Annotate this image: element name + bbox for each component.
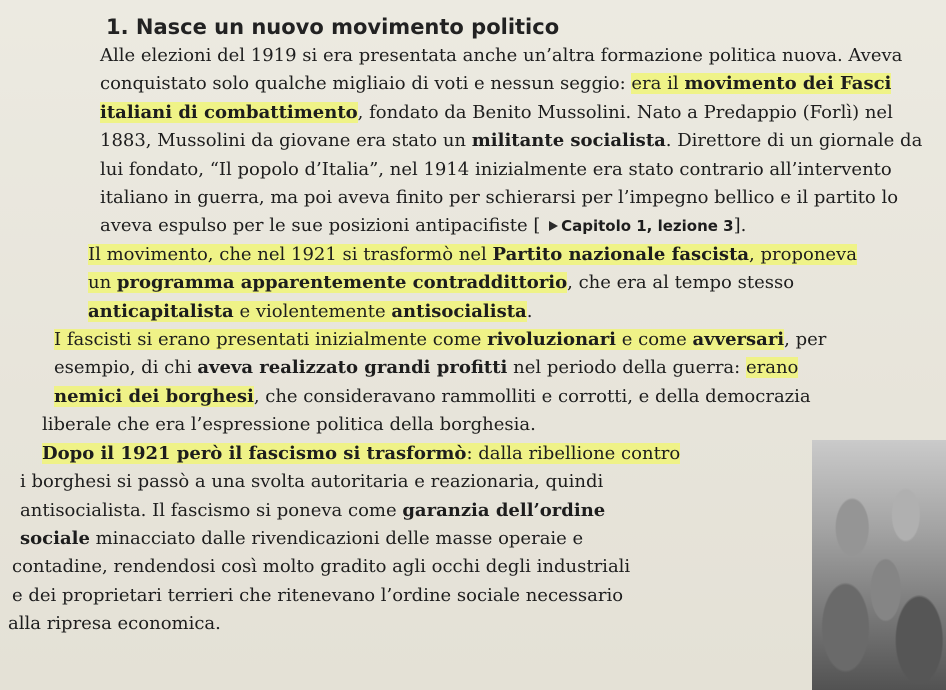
text-segment: minacciato dalle rivendicazioni delle masse operaie e <box>89 527 584 549</box>
text-line <box>8 354 908 382</box>
historical-photo <box>812 440 946 690</box>
text-segment: . Direttore di un giornale da <box>665 130 923 152</box>
text-segment: militante socialista <box>471 130 666 152</box>
text-segment: Dopo il 1921 però il fascismo si trasformò <box>42 442 467 464</box>
text-line <box>8 440 908 468</box>
body-text <box>8 42 923 639</box>
text-segment: Alle elezioni del 1919 si era presentata anche un’altra formazione politica nuova. Aveva <box>100 45 903 66</box>
section-title: 1. Nasce un nuovo movimento politico <box>106 15 560 39</box>
text-segment: italiani di combattimento <box>100 101 358 123</box>
text-segment: conquistato solo qualche migliaio di voti e nessun seggio: <box>100 73 632 95</box>
text-segment: nemici dei borghesi <box>54 385 254 407</box>
text-line <box>8 326 908 354</box>
text-segment: esempio, di chi <box>54 357 198 379</box>
text-segment: aveva espulso per le sue posizioni antipacifiste [ <box>100 215 547 237</box>
text-segment: programma apparentemente contraddittorio <box>116 272 568 294</box>
text-segment: nel periodo della guerra: <box>507 357 746 379</box>
text-line <box>8 127 923 155</box>
text-line <box>8 184 908 212</box>
text-segment: rivoluzionari <box>487 329 617 351</box>
text-line <box>8 468 908 496</box>
text-line <box>8 525 908 553</box>
text-segment: , per <box>784 329 827 351</box>
text-line <box>8 383 908 411</box>
text-segment: erano <box>745 357 799 379</box>
text-segment: , che consideravano rammolliti e corrotti, e della democrazia <box>253 385 811 407</box>
text-line <box>8 411 908 439</box>
text-segment: avversari <box>692 329 785 351</box>
text-segment: antisocialista <box>391 300 527 322</box>
text-line <box>8 42 908 70</box>
text-line <box>8 212 908 240</box>
text-segment: Partito nazionale fascista <box>492 243 750 265</box>
text-segment: , fondato da Benito Mussolini. Nato a Predappio (Forlì) nel <box>357 101 893 123</box>
text-segment: ]. <box>733 215 747 237</box>
text-line <box>8 156 908 184</box>
text-line <box>8 497 908 525</box>
text-segment: e violentemente <box>233 300 392 322</box>
text-segment: lui fondato, “Il popolo d’Italia”, nel 1914 inizialmente era stato contrario all’intervento <box>100 158 892 180</box>
text-segment: movimento dei Fasci <box>684 73 892 95</box>
text-segment: alla ripresa economica. <box>8 613 221 635</box>
text-segment: un <box>88 272 117 294</box>
text-line <box>8 582 908 610</box>
text-segment: era il <box>631 73 685 95</box>
text-line <box>8 70 908 98</box>
text-line <box>8 241 908 269</box>
text-segment: : dalla ribellione contro <box>466 442 681 464</box>
text-segment: e dei proprietari terrieri che ritenevano l’ordine sociale necessario <box>12 584 624 606</box>
text-segment: Il movimento, che nel 1921 si trasformò nel <box>88 243 493 265</box>
text-segment: italiano in guerra, ma poi aveva finito per schierarsi per l’impegno bellico e il partito lo <box>100 187 899 209</box>
text-line <box>8 298 908 326</box>
text-segment: aveva realizzato grandi profitti <box>197 357 508 379</box>
text-line <box>8 269 908 297</box>
text-segment: I fascisti si erano presentati inizialmente come <box>54 329 488 351</box>
text-segment: garanzia dell’ordine <box>402 499 606 521</box>
text-segment: sociale <box>20 527 90 549</box>
text-segment: anticapitalista <box>88 300 234 322</box>
text-segment: liberale che era l’espressione politica della borghesia. <box>42 414 536 436</box>
text-line <box>8 610 908 638</box>
text-segment: 1883, Mussolini da giovane era stato un <box>100 130 472 152</box>
text-line <box>8 99 908 127</box>
text-segment: antisocialista. Il fascismo si poneva come <box>20 499 403 521</box>
text-segment: , proponeva <box>749 243 857 265</box>
text-segment: contadine, rendendosi così molto gradito agli occhi degli industriali <box>12 556 631 578</box>
text-segment: , che era al tempo stesso <box>567 272 795 294</box>
text-segment: i borghesi si passò a una svolta autoritaria e reazionaria, quindi <box>20 471 604 493</box>
arrow-icon <box>549 221 558 231</box>
cross-reference: Capitolo 1, lezione 3 <box>561 217 734 236</box>
text-line <box>8 553 908 581</box>
text-segment: . <box>526 300 533 322</box>
text-segment: e come <box>616 329 693 351</box>
